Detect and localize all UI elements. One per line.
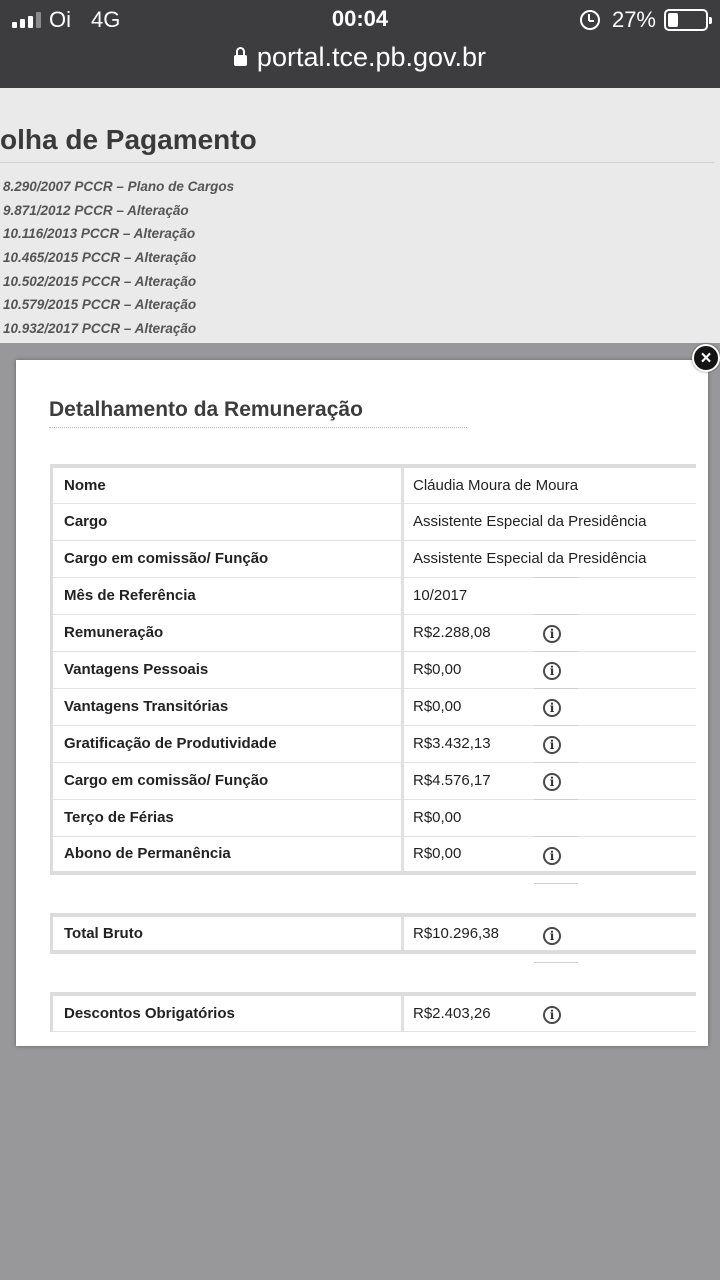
info-icon[interactable]: i: [543, 773, 561, 791]
value-text: R$0,00: [413, 809, 462, 826]
table-row: [52, 688, 697, 725]
table-row: [52, 540, 697, 577]
row-value: [403, 762, 697, 799]
battery-level: [668, 13, 678, 27]
status-bar: [0, 0, 720, 88]
table-row: [52, 725, 697, 762]
value-text: Assistente Especial da Presidência: [413, 513, 647, 530]
row-label: Abono de Permanência: [52, 836, 403, 873]
background-page: [0, 88, 720, 343]
table-row: [52, 503, 697, 540]
table-row: [52, 762, 697, 799]
law-link[interactable]: 10.932/2017 PCCR – Alteração: [3, 321, 197, 337]
row-value: [403, 836, 697, 873]
value-text: R$3.432,13: [413, 735, 491, 752]
total-label: Total Bruto: [52, 915, 403, 952]
value-text: R$2.403,26: [413, 1004, 491, 1022]
row-label: Cargo: [52, 503, 403, 540]
discounts-value: [403, 994, 697, 1031]
law-list: [3, 178, 234, 344]
info-icon[interactable]: i: [543, 699, 561, 717]
row-value: [403, 503, 697, 540]
value-text: R$4.576,17: [413, 772, 491, 789]
row-value: [403, 614, 697, 651]
info-icon[interactable]: i: [543, 736, 561, 754]
value-text: Assistente Especial da Presidência: [413, 550, 647, 567]
tick-line: [534, 651, 578, 652]
url-text[interactable]: portal.tce.pb.gov.br: [256, 41, 487, 72]
law-link[interactable]: 9.871/2012 PCCR – Alteração: [3, 202, 189, 218]
table-row: [52, 994, 697, 1031]
remuneration-table: [50, 464, 696, 875]
tick-line: [534, 577, 578, 578]
row-value: [403, 540, 697, 577]
clock: 00:04: [331, 6, 389, 31]
value-text: R$10.296,38: [413, 925, 499, 942]
network-label: 4G: [91, 7, 121, 32]
row-label: Remuneração: [52, 614, 403, 651]
divider: [0, 162, 714, 163]
row-value: [403, 466, 697, 503]
remuneration-modal: [16, 360, 708, 1046]
info-icon[interactable]: i: [543, 847, 561, 865]
total-value: [403, 915, 697, 952]
row-label: Terço de Férias: [52, 799, 403, 836]
discounts-label: Descontos Obrigatórios: [52, 994, 403, 1031]
table-row: [52, 836, 697, 873]
table-row: [52, 577, 697, 614]
row-label: Gratificação de Produtividade: [52, 725, 403, 762]
row-label: Mês de Referência: [52, 577, 403, 614]
law-link[interactable]: 8.290/2007 PCCR – Plano de Cargos: [3, 179, 235, 194]
table-row: [52, 915, 697, 952]
law-link[interactable]: 10.465/2015 PCCR – Alteração: [3, 250, 197, 266]
info-icon[interactable]: i: [543, 1006, 561, 1024]
law-link[interactable]: 10.579/2015 PCCR – Alteração: [3, 297, 197, 313]
value-text: R$0,00: [413, 698, 462, 715]
title-divider: [49, 427, 467, 428]
value-text: R$2.288,08: [413, 624, 491, 641]
row-label: Vantagens Transitórias: [52, 688, 403, 725]
info-icon[interactable]: i: [543, 662, 561, 680]
value-text: Cláudia Moura de Moura: [413, 476, 579, 494]
row-value: [403, 799, 697, 836]
alarm-icon: [580, 10, 600, 30]
row-value: [403, 577, 697, 614]
table-row: [52, 799, 697, 836]
tick-line: [534, 614, 578, 615]
law-link[interactable]: 10.116/2013 PCCR – Alteração: [3, 226, 196, 242]
battery-icon: [664, 9, 708, 31]
carrier-label: Oi: [49, 7, 71, 32]
value-text: R$0,00: [413, 661, 462, 678]
row-value: [403, 725, 697, 762]
discounts-table: [50, 992, 696, 1032]
info-icon[interactable]: i: [543, 625, 561, 643]
row-value: [403, 651, 697, 688]
tick-line: [534, 688, 578, 689]
tick-line: [534, 725, 578, 726]
tick-line: [534, 836, 578, 837]
value-text: 10/2017: [413, 587, 468, 604]
row-label: Nome: [52, 466, 403, 503]
tick-line: [534, 962, 578, 963]
row-label: Cargo em comissão/ Função: [52, 540, 403, 577]
tick-line: [534, 883, 578, 884]
tick-line: [534, 799, 578, 800]
row-label: Vantagens Pessoais: [52, 651, 403, 688]
modal-title: Detalhamento da Remuneração: [49, 398, 363, 421]
row-value: [403, 688, 697, 725]
info-icon[interactable]: i: [543, 927, 561, 945]
address-bar[interactable]: [0, 40, 720, 74]
page-title: olha de Pagamento: [0, 124, 257, 155]
battery-percent: 27%: [611, 7, 656, 32]
status-right: [580, 7, 708, 33]
table-row: [52, 466, 697, 503]
row-label: Cargo em comissão/ Função: [52, 762, 403, 799]
close-button[interactable]: ×: [692, 344, 720, 372]
table-row: [52, 614, 697, 651]
table-row: [52, 651, 697, 688]
value-text: R$0,00: [413, 845, 462, 863]
law-link[interactable]: 10.502/2015 PCCR – Alteração: [3, 273, 197, 289]
lock-icon: [234, 55, 247, 66]
total-table: [50, 913, 696, 954]
tick-line: [534, 762, 578, 763]
